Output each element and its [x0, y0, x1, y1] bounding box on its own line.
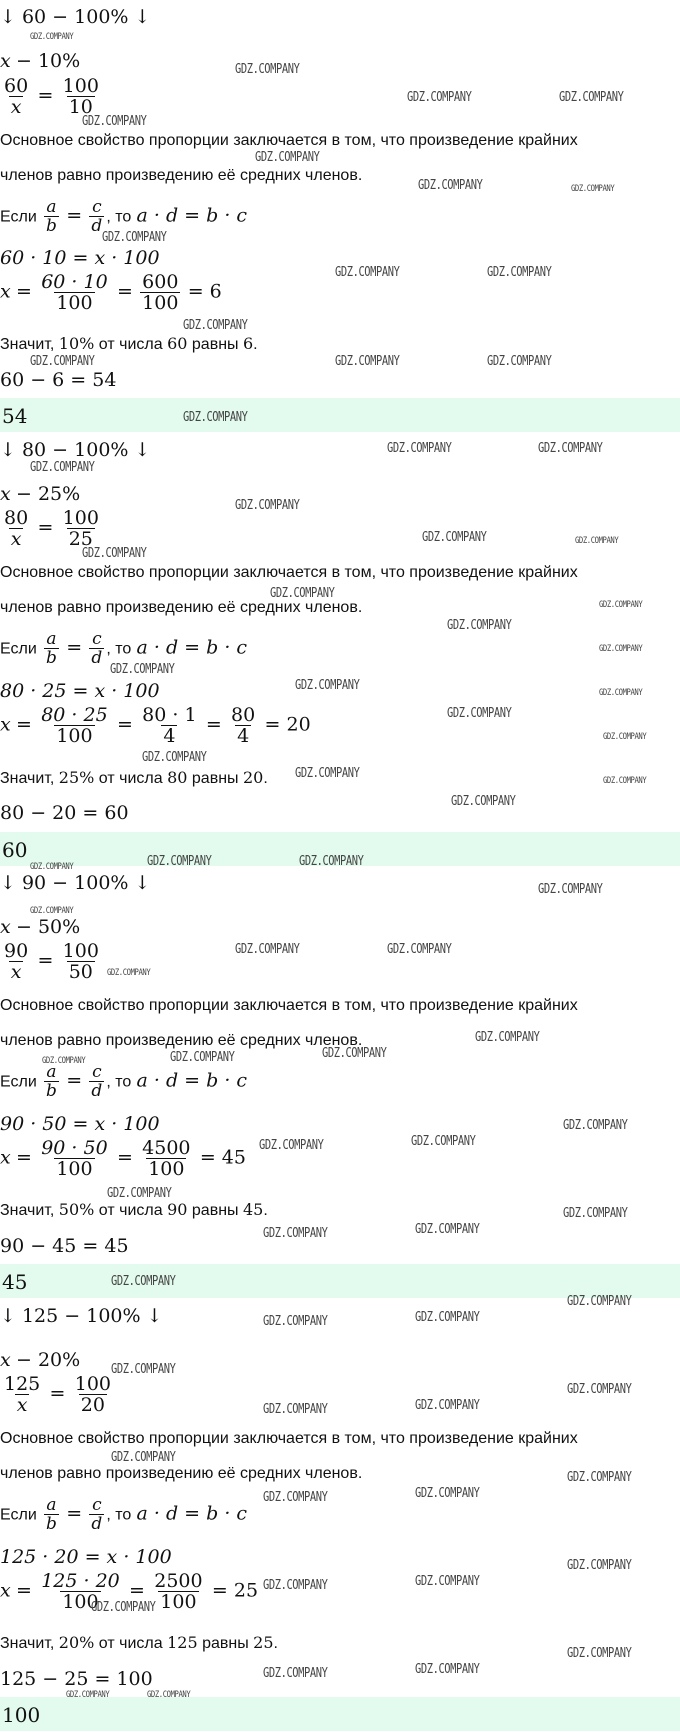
- frac-num: 60: [4, 75, 29, 97]
- equals-sign: =: [16, 1146, 32, 1169]
- equals-sign: =: [16, 713, 32, 736]
- answer-value: 60: [2, 838, 28, 862]
- frac-den: 25: [68, 528, 93, 550]
- watermark: GDZ.COMPANY: [451, 794, 516, 809]
- frac-den: x: [10, 528, 22, 550]
- if-rule-line: [0, 1063, 247, 1100]
- equals-sign: =: [205, 713, 222, 736]
- frac-den: 100: [56, 725, 93, 747]
- ratio-text: 90 − 100%: [21, 872, 129, 894]
- watermark: GDZ.COMPANY: [299, 854, 364, 869]
- watermark: GDZ.COMPANY: [407, 90, 472, 105]
- watermark: GDZ.COMPANY: [66, 1690, 110, 1700]
- property-text-2: членов равно произведению её средних членов.: [0, 599, 363, 616]
- x-var: x: [0, 280, 11, 303]
- difference-eq: 80 − 20 = 60: [0, 802, 129, 824]
- percent-value: 25%: [58, 768, 95, 787]
- frac-num: a: [46, 197, 57, 217]
- watermark: GDZ.COMPANY: [259, 1138, 324, 1153]
- equals-sign: =: [16, 280, 32, 303]
- cross-mult: 90 · 50 = x · 100: [0, 1113, 160, 1135]
- conclusion-line: Значит, 20% от числа 125 равны 25.: [0, 1633, 278, 1652]
- calc-line: [0, 272, 222, 313]
- frac-num: 90: [4, 940, 29, 962]
- watermark: GDZ.COMPANY: [415, 1310, 480, 1325]
- rule-text: a · d = b · c: [136, 1502, 248, 1525]
- percent-value: 50%: [58, 1200, 95, 1219]
- watermark: GDZ.COMPANY: [170, 1050, 235, 1065]
- watermark: GDZ.COMPANY: [418, 178, 483, 193]
- frac-num: 100: [62, 507, 99, 529]
- watermark: GDZ.COMPANY: [147, 854, 212, 869]
- watermark: GDZ.COMPANY: [567, 1558, 632, 1573]
- equals-sign: =: [116, 280, 133, 303]
- means-word: Значит,: [0, 1635, 55, 1652]
- ratio-line: [0, 439, 150, 461]
- watermark: GDZ.COMPANY: [599, 644, 643, 654]
- from-number-word: от числа: [98, 1635, 163, 1652]
- watermark: GDZ.COMPANY: [142, 750, 207, 765]
- equals-sign: =: [37, 84, 54, 107]
- frac-den: 4: [163, 725, 176, 747]
- proportion-eq: [0, 508, 103, 549]
- property-text-2: членов равно произведению её средних членов.: [0, 1032, 363, 1049]
- x-ratio-text: − 50%: [16, 916, 81, 938]
- frac-num: 125: [4, 1373, 41, 1395]
- if-rule-line: [0, 1496, 247, 1533]
- frac-num: 80 · 1: [142, 704, 197, 726]
- frac-num: 80: [4, 507, 29, 529]
- watermark: GDZ.COMPANY: [111, 1274, 176, 1289]
- frac-num: a: [46, 1062, 57, 1082]
- watermark: GDZ.COMPANY: [387, 441, 452, 456]
- x-var: x: [0, 1146, 11, 1169]
- answer-value: 45: [2, 1270, 28, 1294]
- watermark: GDZ.COMPANY: [110, 662, 175, 677]
- watermark: GDZ.COMPANY: [235, 498, 300, 513]
- equals-sign: =: [37, 949, 54, 972]
- rule-text: a · d = b · c: [136, 204, 248, 227]
- x-var: x: [0, 1349, 11, 1371]
- watermark: GDZ.COMPANY: [475, 1030, 540, 1045]
- from-number-word: от числа: [98, 336, 163, 353]
- rule-text: a · d = b · c: [136, 1069, 248, 1092]
- equals-sign: =: [66, 1502, 83, 1525]
- property-text: Основное свойство пропорции заключается в том, что произведение крайних: [0, 997, 578, 1014]
- watermark: GDZ.COMPANY: [571, 184, 615, 194]
- watermark: GDZ.COMPANY: [567, 1646, 632, 1661]
- watermark: GDZ.COMPANY: [111, 1450, 176, 1465]
- watermark: GDZ.COMPANY: [567, 1382, 632, 1397]
- equals-sign: =: [66, 204, 83, 227]
- frac-den: b: [46, 1081, 57, 1101]
- frac-num: c: [92, 197, 102, 217]
- answer-bar: [0, 398, 680, 432]
- frac-den: b: [46, 648, 57, 668]
- result: = 6: [187, 280, 222, 303]
- watermark: GDZ.COMPANY: [415, 1574, 480, 1589]
- x-var: x: [0, 713, 11, 736]
- frac-den: x: [10, 961, 22, 983]
- from-number-word: от числа: [98, 1202, 163, 1219]
- result: = 20: [264, 713, 311, 736]
- watermark: GDZ.COMPANY: [599, 600, 643, 610]
- watermark: GDZ.COMPANY: [147, 1690, 191, 1700]
- equals-sign: =: [116, 1146, 133, 1169]
- watermark: GDZ.COMPANY: [567, 1294, 632, 1309]
- frac-num: 100: [62, 940, 99, 962]
- then-word: , то: [106, 208, 132, 226]
- x-ratio-line: [0, 916, 80, 939]
- number-value: 60: [167, 334, 188, 353]
- x-ratio-line: [0, 1349, 80, 1372]
- proportion-eq: [0, 941, 103, 982]
- number-value: 90: [167, 1200, 188, 1219]
- watermark: GDZ.COMPANY: [30, 906, 74, 916]
- difference-eq: 125 − 25 = 100: [0, 1668, 153, 1690]
- equals-sign: =: [129, 1579, 145, 1602]
- property-text: Основное свойство пропорции заключается в том, что произведение крайних: [0, 1430, 578, 1447]
- frac-den: 100: [160, 1591, 197, 1613]
- frac-den: 100: [142, 292, 179, 314]
- watermark: GDZ.COMPANY: [263, 1314, 328, 1329]
- frac-den: 100: [56, 292, 93, 314]
- frac-num: 100: [62, 75, 99, 97]
- from-number-word: от числа: [98, 770, 163, 787]
- watermark: GDZ.COMPANY: [111, 1362, 176, 1377]
- property-text: Основное свойство пропорции заключается в том, что произведение крайних: [0, 132, 578, 149]
- equal-word: равны: [202, 1635, 249, 1652]
- watermark: GDZ.COMPANY: [263, 1666, 328, 1681]
- down-arrow-icon: ↓: [146, 1305, 163, 1327]
- x-var: x: [0, 50, 11, 72]
- frac-num: 80 · 25: [41, 704, 108, 726]
- frac-num: 4500: [142, 1137, 191, 1159]
- equals-sign: =: [116, 713, 133, 736]
- watermark: GDZ.COMPANY: [447, 618, 512, 633]
- percent-value: 10%: [58, 334, 95, 353]
- watermark: GDZ.COMPANY: [415, 1222, 480, 1237]
- watermark: GDZ.COMPANY: [599, 688, 643, 698]
- watermark: GDZ.COMPANY: [447, 706, 512, 721]
- difference-eq: 60 − 6 = 54: [0, 369, 117, 391]
- watermark: GDZ.COMPANY: [30, 460, 95, 475]
- result: = 45: [199, 1146, 246, 1169]
- answer-value: 54: [2, 404, 28, 428]
- cross-mult: 60 · 10 = x · 100: [0, 247, 160, 269]
- frac-den: 100: [62, 1591, 99, 1613]
- frac-den: 50: [68, 961, 93, 983]
- equals-sign: =: [49, 1382, 66, 1405]
- if-word: Если: [0, 640, 37, 658]
- watermark: GDZ.COMPANY: [559, 90, 624, 105]
- watermark: GDZ.COMPANY: [30, 354, 95, 369]
- equals-sign: =: [16, 1579, 32, 1602]
- then-word: , то: [106, 1506, 132, 1524]
- watermark: GDZ.COMPANY: [30, 32, 74, 42]
- cross-mult: 125 · 20 = x · 100: [0, 1546, 172, 1568]
- frac-den: 20: [80, 1394, 105, 1416]
- down-arrow-icon: ↓: [134, 6, 151, 28]
- then-word: , то: [106, 640, 132, 658]
- watermark: GDZ.COMPANY: [487, 265, 552, 280]
- frac-num: a: [46, 629, 57, 649]
- frac-den: 4: [237, 725, 250, 747]
- watermark: GDZ.COMPANY: [563, 1206, 628, 1221]
- x-ratio-line: [0, 483, 80, 506]
- watermark: GDZ.COMPANY: [322, 1046, 387, 1061]
- ratio-line: [0, 1305, 163, 1327]
- percent-value: 20%: [58, 1633, 95, 1652]
- watermark: GDZ.COMPANY: [415, 1662, 480, 1677]
- frac-num: c: [92, 1062, 102, 1082]
- frac-den: d: [91, 216, 103, 236]
- ratio-line: [0, 6, 150, 28]
- watermark: GDZ.COMPANY: [255, 150, 320, 165]
- frac-num: 2500: [154, 1570, 203, 1592]
- watermark: GDZ.COMPANY: [295, 766, 360, 781]
- down-arrow-icon: ↓: [0, 1305, 16, 1327]
- answer-bar: [0, 1264, 680, 1298]
- frac-den: b: [46, 216, 57, 236]
- watermark: GDZ.COMPANY: [335, 265, 400, 280]
- watermark: GDZ.COMPANY: [82, 114, 147, 129]
- conclusion-line: Значит, 25% от числа 80 равны 20.: [0, 768, 268, 787]
- proportion-eq: [0, 1374, 115, 1415]
- watermark: GDZ.COMPANY: [102, 230, 167, 245]
- x-var: x: [0, 483, 11, 505]
- equals-sign: =: [66, 636, 83, 659]
- watermark: GDZ.COMPANY: [183, 318, 248, 333]
- if-word: Если: [0, 1506, 37, 1524]
- result: = 25: [211, 1579, 259, 1602]
- watermark: GDZ.COMPANY: [183, 410, 248, 425]
- part-value: 25: [253, 1633, 274, 1652]
- frac-num: 90 · 50: [41, 1137, 108, 1159]
- if-word: Если: [0, 208, 37, 226]
- x-ratio-text: − 20%: [16, 1349, 81, 1371]
- frac-den: 100: [56, 1158, 93, 1180]
- frac-num: a: [46, 1495, 57, 1515]
- watermark: GDZ.COMPANY: [603, 732, 647, 742]
- watermark: GDZ.COMPANY: [91, 1600, 156, 1615]
- watermark: GDZ.COMPANY: [415, 1398, 480, 1413]
- watermark: GDZ.COMPANY: [387, 942, 452, 957]
- frac-num: 125 · 20: [41, 1570, 120, 1592]
- ratio-line: [0, 872, 150, 894]
- watermark: GDZ.COMPANY: [295, 678, 360, 693]
- watermark: GDZ.COMPANY: [335, 354, 400, 369]
- x-ratio-text: − 25%: [16, 483, 81, 505]
- frac-den: 10: [68, 96, 93, 118]
- property-text: Основное свойство пропорции заключается в том, что произведение крайних: [0, 564, 578, 581]
- ratio-text: 60 − 100%: [21, 6, 129, 28]
- part-value: 45: [242, 1200, 264, 1219]
- watermark: GDZ.COMPANY: [42, 1056, 86, 1066]
- watermark: GDZ.COMPANY: [30, 862, 74, 872]
- frac-num: c: [92, 1495, 102, 1515]
- x-var: x: [0, 1579, 11, 1602]
- frac-num: 80: [231, 704, 256, 726]
- watermark: GDZ.COMPANY: [415, 1486, 480, 1501]
- watermark: GDZ.COMPANY: [603, 776, 647, 786]
- proportion-eq: [0, 76, 103, 117]
- frac-den: d: [91, 1514, 103, 1534]
- watermark: GDZ.COMPANY: [263, 1226, 328, 1241]
- watermark: GDZ.COMPANY: [107, 1186, 172, 1201]
- frac-num: 60 · 10: [41, 271, 108, 293]
- down-arrow-icon: ↓: [0, 6, 16, 28]
- watermark: GDZ.COMPANY: [563, 1118, 628, 1133]
- down-arrow-icon: ↓: [0, 439, 16, 461]
- conclusion-line: Значит, 50% от числа 90 равны 45.: [0, 1200, 268, 1219]
- x-var: x: [0, 916, 11, 938]
- watermark: GDZ.COMPANY: [107, 968, 151, 978]
- ratio-text: 125 − 100%: [21, 1305, 141, 1327]
- if-word: Если: [0, 1073, 37, 1091]
- means-word: Значит,: [0, 1202, 55, 1219]
- down-arrow-icon: ↓: [0, 872, 16, 894]
- x-ratio-line: [0, 50, 80, 73]
- part-value: 20: [242, 768, 264, 787]
- rule-text: a · d = b · c: [136, 636, 248, 659]
- calc-line: [0, 1138, 246, 1179]
- x-ratio-text: − 10%: [16, 50, 81, 72]
- equals-sign: =: [66, 1069, 83, 1092]
- equal-word: равны: [191, 770, 239, 787]
- frac-num: 100: [74, 1373, 112, 1395]
- equal-word: равны: [191, 336, 239, 353]
- watermark: GDZ.COMPANY: [422, 530, 487, 545]
- equal-word: равны: [191, 1202, 239, 1219]
- frac-den: x: [16, 1394, 28, 1416]
- answer-value: 100: [2, 1703, 41, 1727]
- frac-den: b: [46, 1514, 57, 1534]
- watermark: GDZ.COMPANY: [263, 1402, 328, 1417]
- watermark: GDZ.COMPANY: [235, 942, 300, 957]
- watermark: GDZ.COMPANY: [263, 1578, 328, 1593]
- cross-mult: 80 · 25 = x · 100: [0, 680, 160, 702]
- watermark: GDZ.COMPANY: [487, 354, 552, 369]
- watermark: GDZ.COMPANY: [575, 536, 619, 546]
- frac-den: x: [10, 96, 22, 118]
- then-word: , то: [106, 1073, 132, 1091]
- number-value: 125: [167, 1633, 198, 1652]
- frac-den: 100: [148, 1158, 185, 1180]
- down-arrow-icon: ↓: [134, 872, 151, 894]
- watermark: GDZ.COMPANY: [270, 586, 335, 601]
- watermark: GDZ.COMPANY: [82, 546, 147, 561]
- means-word: Значит,: [0, 770, 55, 787]
- difference-eq: 90 − 45 = 45: [0, 1235, 129, 1257]
- means-word: Значит,: [0, 336, 55, 353]
- answer-bar: [0, 1697, 680, 1731]
- ratio-text: 80 − 100%: [21, 439, 129, 461]
- property-text-2: членов равно произведению её средних членов.: [0, 1465, 363, 1482]
- property-text-2: членов равно произведению её средних членов.: [0, 167, 363, 184]
- watermark: GDZ.COMPANY: [567, 1470, 632, 1485]
- watermark: GDZ.COMPANY: [538, 441, 603, 456]
- calc-line: [0, 705, 311, 746]
- watermark: GDZ.COMPANY: [263, 1490, 328, 1505]
- watermark: GDZ.COMPANY: [235, 62, 300, 77]
- equals-sign: =: [37, 516, 54, 539]
- frac-den: d: [91, 648, 103, 668]
- down-arrow-icon: ↓: [134, 439, 151, 461]
- conclusion-line: Значит, 10% от числа 60 равны 6.: [0, 334, 258, 353]
- watermark: GDZ.COMPANY: [538, 882, 603, 897]
- part-value: 6: [242, 334, 254, 353]
- frac-num: c: [92, 629, 102, 649]
- frac-den: d: [91, 1081, 103, 1101]
- watermark: GDZ.COMPANY: [411, 1134, 476, 1149]
- frac-num: 600: [142, 271, 179, 293]
- number-value: 80: [167, 768, 188, 787]
